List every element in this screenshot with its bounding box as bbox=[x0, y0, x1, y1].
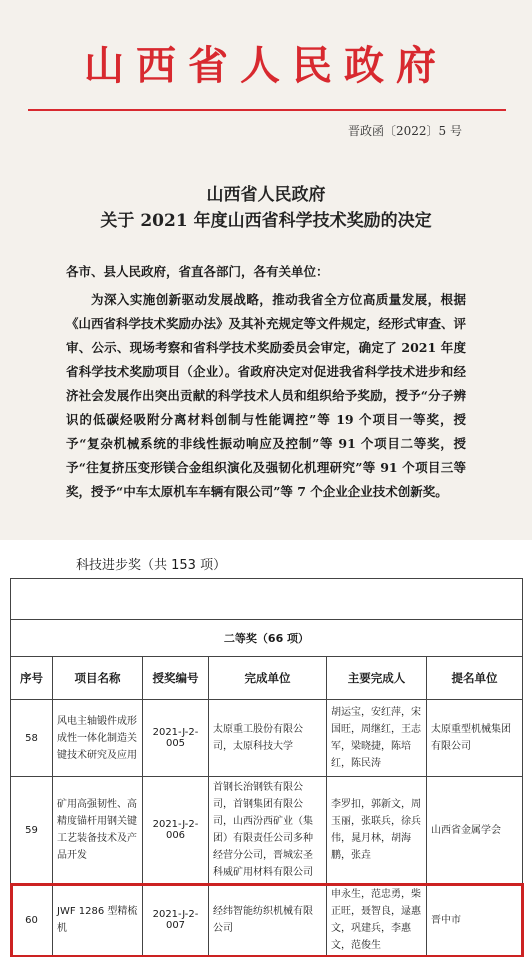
document-body: 为深入实施创新驱动发展战略，推动我省全方位高质量发展，根据《山西省科学技术奖励办法》及其补充规定等文件规定，经形式审查、评审、公示、现场考察和省科学技术奖励委员会审定，确定了 2021 年度省科学技术奖励项目（企业）。省政府决定对促进我省科学技术进步和经济社会发展作出突出贡献的科学技术人员和组织给予奖励，授予“分子辨识的低碳烃吸附分离材料创制与性能调控”等 19 个项目一等奖，授予“复杂机械系统的非线性振动响应及控制”等 91 个项目二等奖，授予“往复挤压变形镁合金组织演化及强韧化机理研究”等 91 个项目三等奖，授予“中车太原机车车辆有限公司”等 7 个企业企业技术创新奖。 bbox=[66, 292, 467, 499]
row-no: 60 bbox=[11, 884, 53, 957]
row-people: 李罗扣，郭新文，周玉丽，张联兵，徐兵伟，晁月林，胡海鹏，张垚 bbox=[327, 777, 427, 884]
row-people: 胡运宝，安红萍，宋国旺，周继红，王志军，梁晓捷，陈培红，陈民涛 bbox=[327, 700, 427, 777]
row-units: 太原重工股份有限公司，太原科技大学 bbox=[209, 700, 327, 777]
row-people: 申永生，范忠勇，柴正旺，聂智良，逯惠文，巩建兵，李惠文，范俊生 bbox=[327, 884, 427, 957]
header-nominator: 提名单位 bbox=[427, 657, 523, 700]
awards-table bbox=[10, 578, 523, 957]
greeting: 各市、县人民政府，省直各部门，各有关单位： bbox=[66, 264, 329, 279]
row-award-code: 2021-J-2-005 bbox=[143, 700, 209, 777]
row-nominator: 晋中市 bbox=[427, 884, 523, 957]
table-top-row bbox=[11, 579, 523, 620]
row-nominator: 太原重型机械集团有限公司 bbox=[427, 700, 523, 777]
row-project-name: 矿用高强韧性、高精度锚杆用钢关键工艺装备技术及产品开发 bbox=[53, 777, 143, 884]
document-title-line2: 关于 2021 年度山西省科学技术奖励的决定 bbox=[100, 211, 432, 231]
highlighted-table-row bbox=[11, 884, 523, 957]
document-number: 晋政函〔2022〕5 号 bbox=[348, 124, 462, 138]
row-project-name: JWF 1286 型精梳机 bbox=[53, 884, 143, 957]
row-project-name: 风电主轴锻件成形成性一体化制造关键技术研究及应用 bbox=[53, 700, 143, 777]
row-units: 经纬智能纺织机械有限公司 bbox=[209, 884, 327, 957]
header-code: 授奖编号 bbox=[143, 657, 209, 700]
row-no: 59 bbox=[11, 777, 53, 884]
table-header bbox=[11, 657, 523, 700]
grade-row bbox=[11, 620, 523, 657]
table-row bbox=[11, 777, 523, 884]
letterhead-divider bbox=[28, 109, 506, 111]
header-no: 序号 bbox=[11, 657, 53, 700]
header-people: 主要完成人 bbox=[327, 657, 427, 700]
letterhead-title: 山西省人民政府 bbox=[84, 42, 448, 89]
row-nominator: 山西省金属学会 bbox=[427, 777, 523, 884]
row-no: 58 bbox=[11, 700, 53, 777]
row-units: 首钢长治钢铁有限公司，首钢集团有限公司，山西汾西矿业（集团）有限责任公司多种经营分公司，晋城宏圣科威矿用材料有限公司 bbox=[209, 777, 327, 884]
document-title-line1: 山西省人民政府 bbox=[206, 185, 326, 205]
table-row bbox=[11, 700, 523, 777]
row-award-code: 2021-J-2-006 bbox=[143, 777, 209, 884]
header-units: 完成单位 bbox=[209, 657, 327, 700]
row-award-code: 2021-J-2-007 bbox=[143, 884, 209, 957]
grade-label: 二等奖（66 项） bbox=[11, 620, 523, 657]
header-name: 项目名称 bbox=[53, 657, 143, 700]
section-title: 科技进步奖（共 153 项） bbox=[76, 558, 227, 573]
